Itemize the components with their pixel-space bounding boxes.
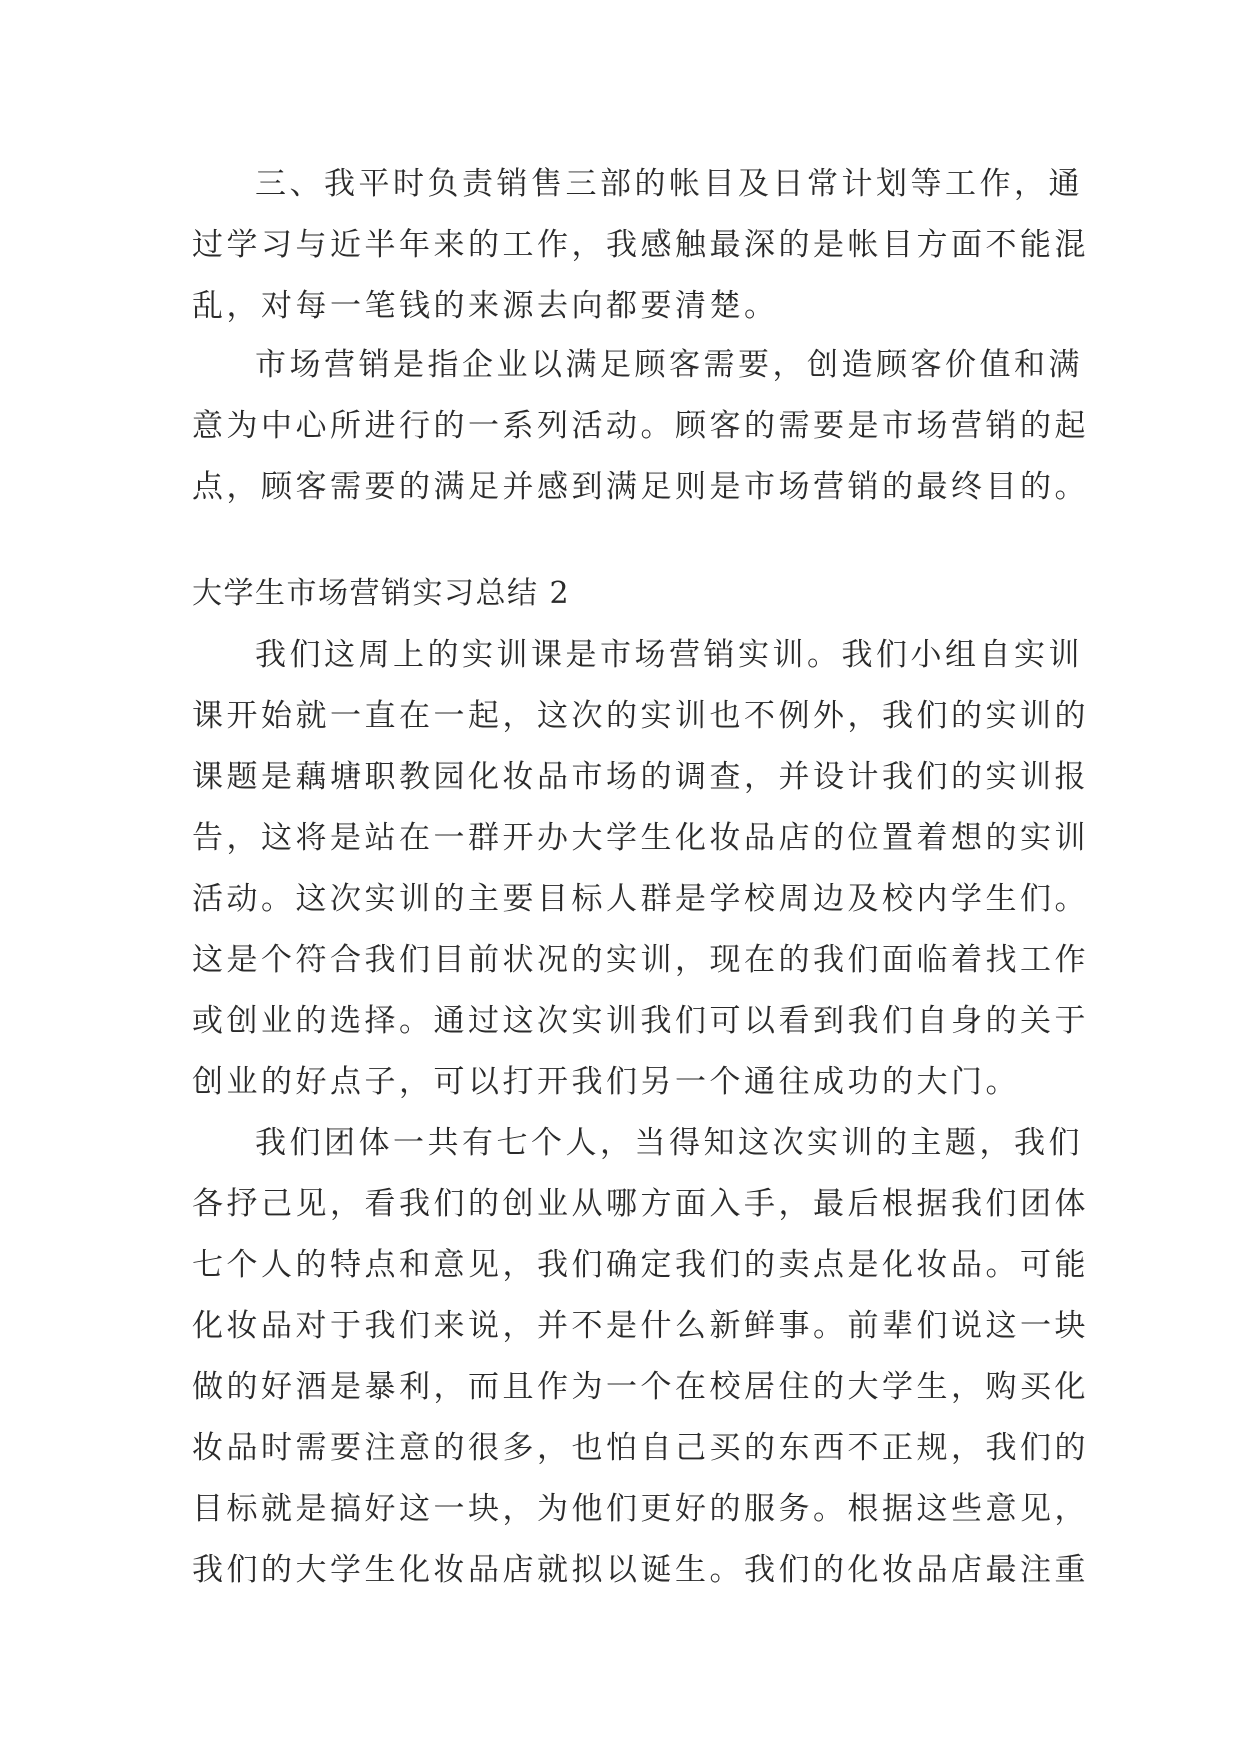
paragraph-line: 过学习与近半年来的工作，我感触最深的是帐目方面不能混 bbox=[192, 227, 1089, 263]
paragraph-line: 课开始就一直在一起，这次的实训也不例外，我们的实训的 bbox=[192, 698, 1089, 734]
paragraph-line: 三、我平时负责销售三部的帐目及日常计划等工作，通 bbox=[255, 166, 1083, 202]
paragraph-line: 乱，对每一笔钱的来源去向都要清楚。 bbox=[192, 288, 779, 324]
paragraph-line: 创业的好点子，可以打开我们另一个通往成功的大门。 bbox=[192, 1064, 1020, 1100]
paragraph-line: 妆品时需要注意的很多，也怕自己买的东西不正规，我们的 bbox=[192, 1430, 1089, 1466]
paragraph-line: 七个人的特点和意见，我们确定我们的卖点是化妆品。可能 bbox=[192, 1247, 1089, 1283]
paragraph-line: 活动。这次实训的主要目标人群是学校周边及校内学生们。 bbox=[192, 881, 1089, 917]
paragraph-line: 这是个符合我们目前状况的实训，现在的我们面临着找工作 bbox=[192, 942, 1089, 978]
paragraph-line: 做的好酒是暴利，而且作为一个在校居住的大学生，购买化 bbox=[192, 1369, 1089, 1405]
paragraph-line: 意为中心所进行的一系列活动。顾客的需要是市场营销的起 bbox=[192, 408, 1089, 444]
paragraph-line: 或创业的选择。通过这次实训我们可以看到我们自身的关于 bbox=[192, 1003, 1089, 1039]
paragraph-line: 化妆品对于我们来说，并不是什么新鲜事。前辈们说这一块 bbox=[192, 1308, 1089, 1344]
paragraph-line: 目标就是搞好这一块，为他们更好的服务。根据这些意见， bbox=[192, 1491, 1089, 1527]
paragraph-line: 我们的大学生化妆品店就拟以诞生。我们的化妆品店最注重 bbox=[192, 1552, 1089, 1588]
paragraph-line: 各抒己见，看我们的创业从哪方面入手，最后根据我们团体 bbox=[192, 1186, 1089, 1222]
paragraph-line: 我们团体一共有七个人，当得知这次实训的主题，我们 bbox=[255, 1125, 1083, 1161]
paragraph-line: 我们这周上的实训课是市场营销实训。我们小组自实训 bbox=[255, 637, 1083, 673]
section-heading: 大学生市场营销实习总结 2 bbox=[192, 576, 571, 611]
paragraph-line: 告，这将是站在一群开办大学生化妆品店的位置着想的实训 bbox=[192, 820, 1089, 856]
paragraph-line: 课题是藕塘职教园化妆品市场的调查，并设计我们的实训报 bbox=[192, 759, 1089, 795]
paragraph-line: 市场营销是指企业以满足顾客需要，创造顾客价值和满 bbox=[255, 347, 1083, 383]
paragraph-line: 点，顾客需要的满足并感到满足则是市场营销的最终目的。 bbox=[192, 469, 1089, 505]
